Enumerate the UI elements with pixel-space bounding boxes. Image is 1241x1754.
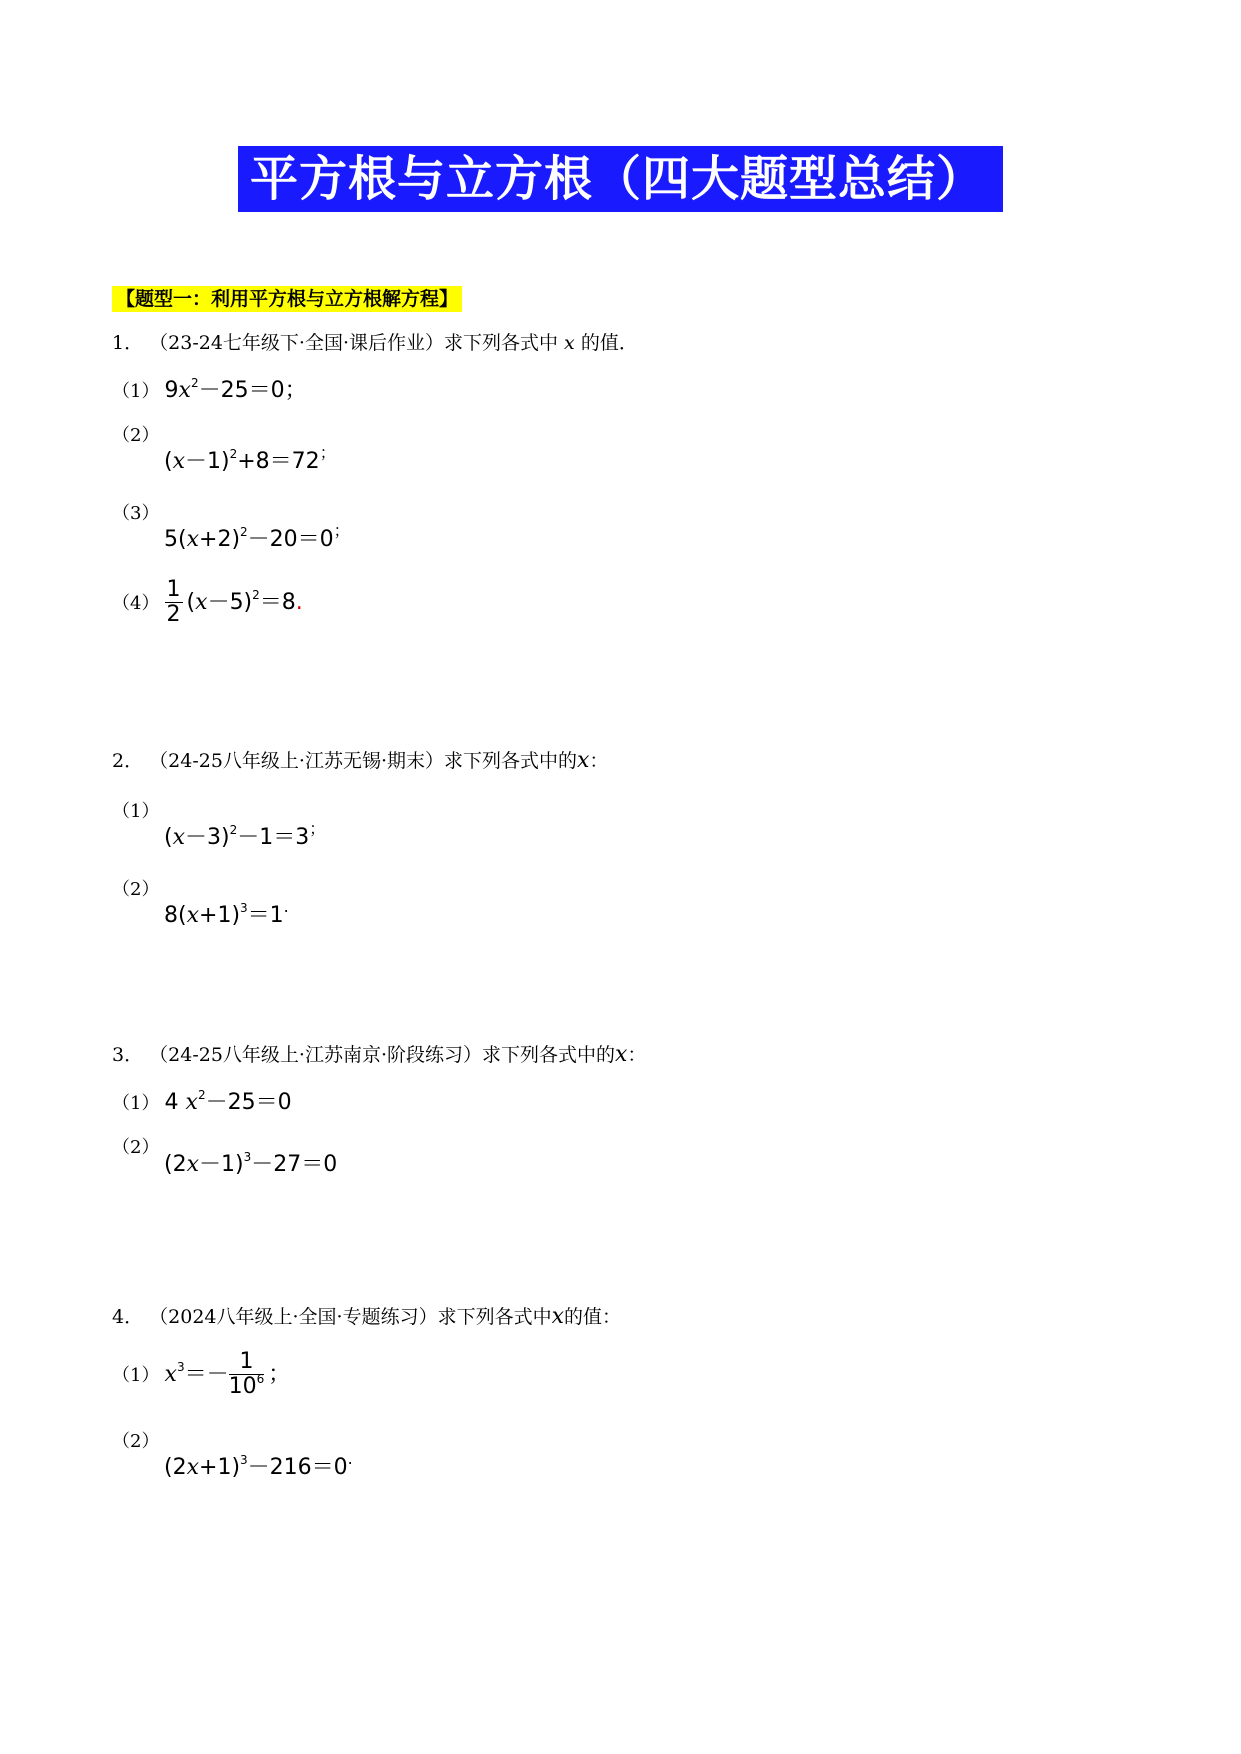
variable: x	[577, 748, 590, 773]
section-label: 【题型一：利用平方根与立方根解方程】	[112, 286, 462, 312]
part-label: （4）	[112, 593, 160, 614]
question-source: （24-25八年级上·江苏无锡·期末）求下列各式中的	[149, 750, 577, 772]
q1-part-3-equation: $5(x+2)^2-20=0^;$	[164, 521, 350, 552]
question-number: 3．	[112, 1044, 144, 1066]
q1-part-2-equation: $(x-1)^2+8=72^;$	[164, 443, 336, 474]
question-source: （24-25八年级上·江苏南京·阶段练习）求下列各式中的	[149, 1044, 615, 1066]
page-title: 平方根与立方根（四大题型总结）	[250, 151, 986, 207]
equation: $9x^2-25=0$；	[164, 376, 307, 403]
q1-part-4	[112, 578, 303, 627]
q1-part-3-label: （3）	[112, 503, 160, 524]
equation: $\frac{1}{2}$ $(x-5)^2=8$.	[166, 577, 303, 627]
variable: x	[551, 1304, 564, 1329]
question-source: （23-24七年级下·全国·课后作业）求下列各式中	[149, 332, 558, 354]
part-label: （1）	[112, 1093, 160, 1114]
q2-part-1-equation: $(x-3)^2-1=3^;$	[164, 819, 326, 850]
part-label: （1）	[112, 381, 160, 402]
q2-part-2-equation: $8(x+1)^3=1^.$	[164, 897, 289, 928]
q3-part-2-equation: $(2x-1)^3-27=0$	[164, 1150, 338, 1177]
q3-part-2-label: （2）	[112, 1137, 160, 1158]
question-source: （2024八年级上·全国·专题练习）求下列各式中	[149, 1306, 552, 1328]
q2-part-2-label: （2）	[112, 879, 160, 900]
question-tail: 的值．	[580, 332, 638, 354]
question-3-stem	[112, 1042, 646, 1068]
equation: $x^3=-$ $\frac{1}{10^6}$ ；	[164, 1349, 291, 1399]
q2-part-1-label: （1）	[112, 801, 160, 822]
q1-part-2-label: （2）	[112, 425, 160, 446]
question-tail: ：	[627, 1044, 647, 1066]
fraction: $\frac{1}{2}$	[166, 577, 181, 627]
variable: x	[564, 332, 575, 354]
q4-part-2-equation: $(2x+1)^3-216=0^.$	[164, 1449, 353, 1480]
question-tail: 的值：	[564, 1306, 622, 1328]
q1-part-1	[112, 376, 307, 406]
equation: 4 $x^2-25=0$	[164, 1088, 292, 1115]
q3-part-1	[112, 1088, 292, 1118]
q4-part-1	[112, 1350, 290, 1399]
question-1-stem	[112, 330, 638, 356]
part-label: （1）	[112, 1365, 160, 1386]
variable: x	[615, 1042, 628, 1067]
question-2-stem	[112, 748, 608, 774]
question-tail: ：	[589, 750, 609, 772]
question-number: 2．	[112, 750, 144, 772]
question-number: 4．	[112, 1306, 144, 1328]
fraction: $\frac{1}{10^6}$	[228, 1349, 265, 1399]
question-4-stem	[112, 1304, 621, 1330]
question-number: 1．	[112, 332, 144, 354]
q4-part-2-label: （2）	[112, 1431, 160, 1452]
